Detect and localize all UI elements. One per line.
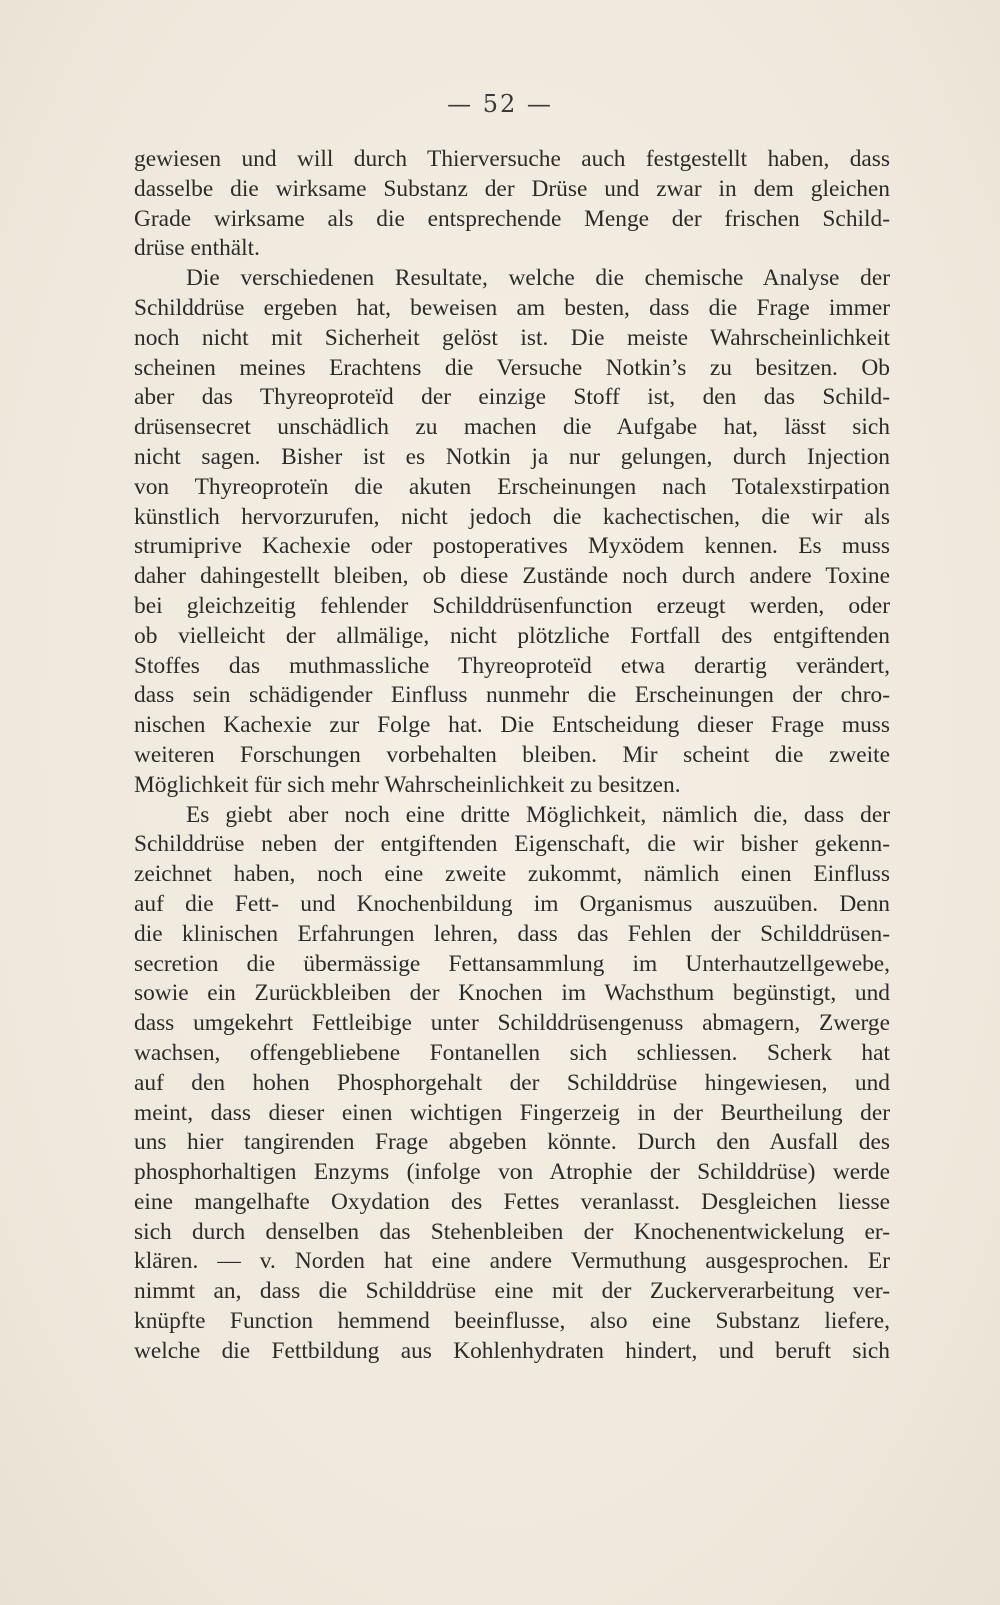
text-line: eine mangelhafte Oxydation des Fettes veranlasst. Desgleichen liesse [134, 1188, 890, 1215]
text-line: die klinischen Erfahrungen lehren, dass das Fehlen der Schilddrüsen- [134, 920, 890, 947]
text-line: auf den hohen Phosphorgehalt der Schilddrüse hingewiesen, und [134, 1069, 890, 1096]
text-line: noch nicht mit Sicherheit gelöst ist. Die meiste Wahrscheinlichkeit [134, 324, 890, 351]
paragraph-1 [134, 145, 890, 264]
text-line: klären. — v. Norden hat eine andere Vermuthung ausgesprochen. Er [134, 1248, 890, 1275]
body-text [134, 145, 890, 1367]
text-line: nicht sagen. Bisher ist es Notkin ja nur gelungen, durch Injection [134, 443, 890, 470]
text-line: drüsensecret unschädlich zu machen die Aufgabe hat, lässt sich [134, 414, 890, 441]
text-line: secretion die übermässige Fettansammlung im Unterhautzellgewebe, [134, 950, 890, 977]
text-line: phosphorhaltigen Enzyms (infolge von Atrophie der Schilddrüse) werde [134, 1159, 890, 1186]
text-line: knüpfte Function hemmend beeinflusse, also eine Substanz liefere, [134, 1308, 890, 1335]
text-line: meint, dass dieser einen wichtigen Fingerzeig in der Beurtheilung der [134, 1099, 890, 1126]
text-line: Es giebt aber noch eine dritte Möglichkeit, nämlich die, dass der [186, 801, 890, 828]
text-line: strumiprive Kachexie oder postoperatives Myxödem kennen. Es muss [134, 533, 890, 560]
text-line: scheinen meines Erachtens die Versuche Notkin’s zu besitzen. Ob [134, 354, 890, 381]
text-line: Stoffes das muthmassliche Thyreoproteïd etwa derartig verändert, [134, 652, 890, 679]
page-number: — 52 — [447, 90, 553, 118]
text-line: gewiesen und will durch Thierversuche auch festgestellt haben, dass [134, 146, 890, 172]
text-line: ob vielleicht der allmälige, nicht plötzliche Fortfall des entgiftenden [134, 622, 890, 649]
text-line: welche die Fettbildung aus Kohlenhydraten hindert, und beruft sich [134, 1337, 890, 1364]
text-line: von Thyreoproteïn die akuten Erscheinungen nach Totalexstirpation [134, 473, 890, 500]
text-line: weiteren Forschungen vorbehalten bleiben. Mir scheint die zweite [134, 741, 890, 768]
text-line: dass sein schädigender Einfluss nunmehr die Erscheinungen der chro- [134, 682, 890, 709]
text-line: dass umgekehrt Fettleibige unter Schilddrüsengenuss abmagern, Zwerge [134, 1010, 890, 1037]
text-line: sowie ein Zurückbleiben der Knochen im Wachsthum begünstigt, und [134, 980, 890, 1007]
text-line: zeichnet haben, noch eine zweite zukommt, nämlich einen Einfluss [134, 861, 890, 888]
paragraph-2 [134, 264, 890, 800]
text-line: uns hier tangirenden Frage abgeben könnte. Durch den Ausfall des [134, 1129, 890, 1156]
text-line: drüse enthält. [134, 235, 261, 262]
text-line: Möglichkeit für sich mehr Wahrscheinlichkeit zu besitzen. [134, 771, 681, 798]
text-line: auf die Fett- und Knochenbildung im Organismus auszuüben. Denn [134, 890, 890, 917]
text-line: dasselbe die wirksame Substanz der Drüse und zwar in dem gleichen [134, 175, 890, 202]
text-line: Schilddrüse neben der entgiftenden Eigenschaft, die wir bisher gekenn- [134, 831, 890, 858]
text-line: aber das Thyreoproteïd der einzige Stoff ist, den das Schild- [134, 384, 890, 411]
text-line: nimmt an, dass die Schilddrüse eine mit der Zuckerverarbeitung ver- [134, 1278, 890, 1305]
text-line: wachsen, offengebliebene Fontanellen sich schliessen. Scherk hat [134, 1039, 890, 1066]
text-line: künstlich hervorzurufen, nicht jedoch die kachectischen, die wir als [134, 503, 890, 530]
text-line: Die verschiedenen Resultate, welche die chemische Analyse der [186, 265, 890, 292]
text-line: daher dahingestellt bleiben, ob diese Zustände noch durch andere Toxine [134, 563, 890, 590]
text-line: nischen Kachexie zur Folge hat. Die Entscheidung dieser Frage muss [134, 712, 890, 739]
text-line: Schilddrüse ergeben hat, beweisen am besten, dass die Frage immer [134, 294, 890, 321]
text-line: Grade wirksame als die entsprechende Menge der frischen Schild- [134, 205, 890, 232]
text-line: sich durch denselben das Stehenbleiben der Knochenentwickelung er- [134, 1218, 890, 1245]
paragraph-3 [134, 801, 890, 1367]
text-line: bei gleichzeitig fehlender Schilddrüsenfunction erzeugt werden, oder [134, 592, 890, 619]
